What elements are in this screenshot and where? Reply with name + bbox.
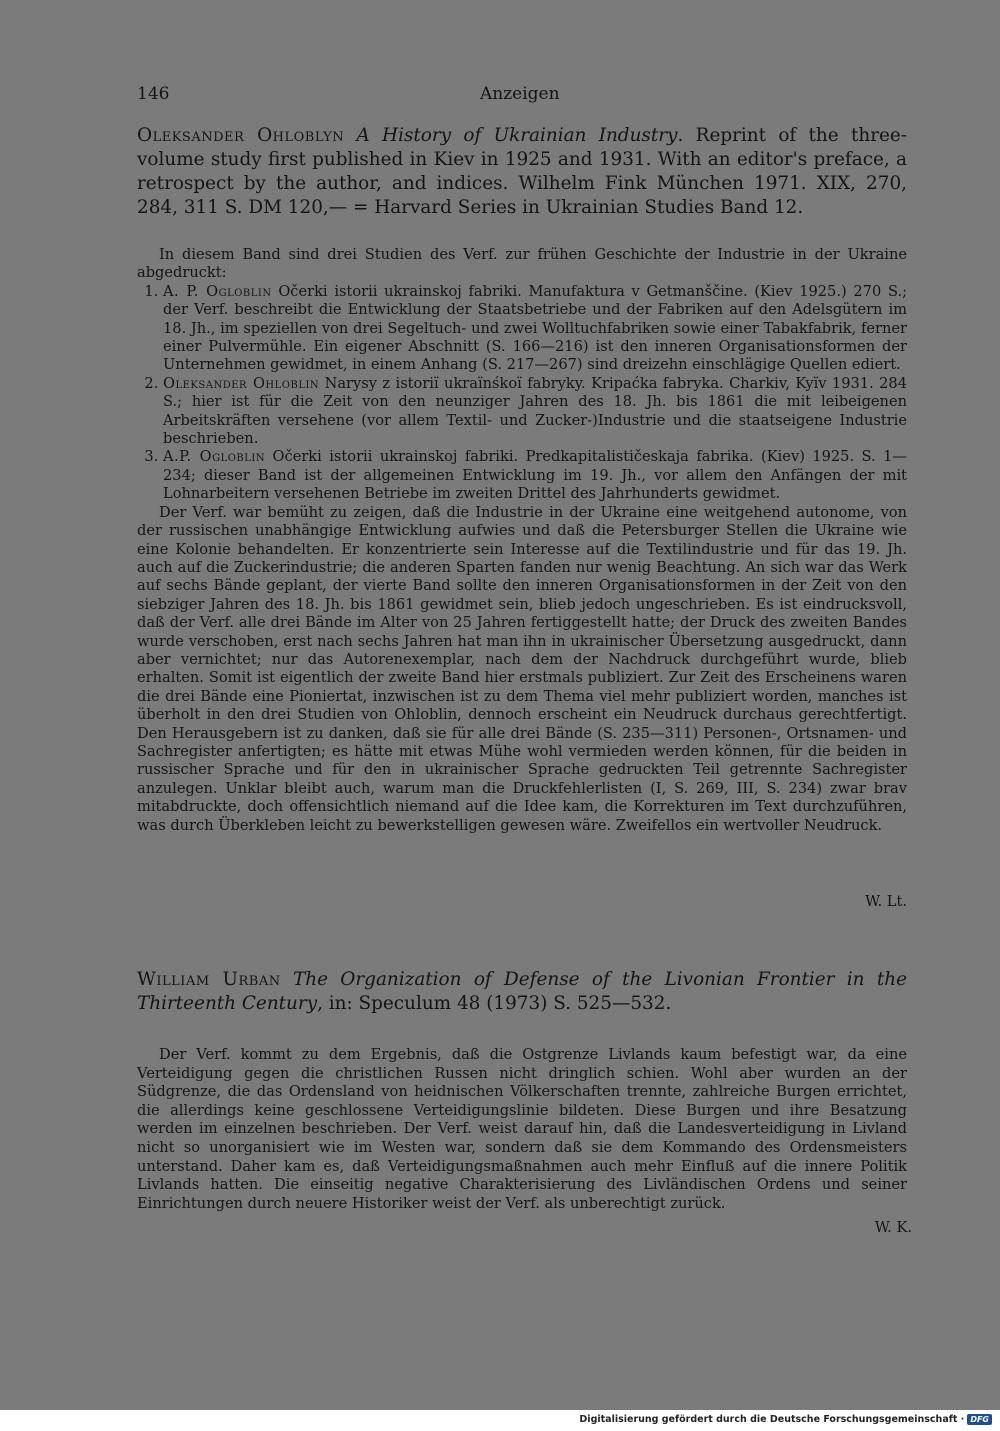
footer-text: Digitalisierung gefördert durch die Deutsche Forschungsgemeinschaft ·: [579, 1414, 965, 1425]
list-item: [163, 283, 907, 375]
review2-author: William Urban: [137, 969, 281, 990]
dfg-logo-icon: DFG: [967, 1414, 992, 1425]
list-item-text: Očerki istorii ukrainskoj fabriki. Predkapitalističeskaja fabrika. (Kiev) 1925. S. 1—234; dieser Band ist der allgemeinen Entwicklung im 19. Jh., vor allem den Anfängen der mit Lohnarbeitern versehenen Betriebe im zweiten Drittel des Jahrhunderts gewidmet.: [163, 448, 907, 503]
review1-citation: . Reprint of the three-volume study first published in Kiev in 1925 and 1931. With an editor's preface, a retrospect by the author, and indices. Wilhelm Fink München 1971. XIX, 270, 284, 311 S. DM 120,— = Harvard Series in Ukrainian Studies Band 12.: [137, 125, 907, 218]
review2-title: The Organization of Defense of the Livonian Frontier in the Thirteenth Century: [137, 969, 907, 1014]
review1-author: Oleksander Ohloblyn: [137, 125, 345, 146]
review1-intro: In diesem Band sind drei Studien des Verf. zur frühen Geschichte der Industrie in der Ukraine abgedruckt:: [137, 246, 907, 282]
list-item-author: Oleksander Ohloblin: [163, 374, 320, 392]
review1-title: A History of Ukrainian Industry: [356, 125, 678, 146]
list-item: [163, 448, 907, 503]
review1-body: [137, 246, 907, 835]
review2-citation: , in: Speculum 48 (1973) S. 525—532.: [317, 993, 672, 1014]
review2-paragraph: Der Verf. kommt zu dem Ergebnis, daß die Ostgrenze Livlands kaum befestigt war, da eine Verteidigung gegen die christlichen Russen nicht dringlich schien. Wohl aber wurden an der Südgrenze, die das Ordensland von heidnischen Völkerschaften trennte, zahlreiche Burgen errichtet, die allerdings keine geschlossene Verteidigungslinie bildeten. Diese Burgen und ihre Besatzung werden im einzelnen beschrieben. Der Verf. weist darauf hin, daß die Landesverteidigung in Livland nicht so unorganisiert wie im Westen war, sondern daß sie dem Kommando des Ordensmeisters unterstand. Daher kam es, daß Verteidigungsmaßnahmen auch mehr Einfluß auf die innere Politik Livlands hatten. Die einseitig negative Charakterisierung des Livländischen Ordens und seiner Einrichtungen durch neuere Historiker weist der Verf. als unberechtigt zurück.: [137, 1046, 907, 1212]
list-item-text: Narysy z istoriï ukraïnśkoï fabryky. Kripaćka fabryka. Charkiv, Kyïv 1931. 284 S.; hier ist für die Zeit von den neunziger Jahren des 18. Jh. bis 1861 die mit leibeigenen Arbeitskräften versehene (vor allem Textil- und Zucker-)Industrie und die staatseigene Industrie beschrieben.: [163, 374, 907, 448]
page-number: 146: [137, 84, 170, 104]
review1-reference: [137, 124, 907, 220]
footer-credit: [579, 1414, 992, 1425]
list-item: [163, 375, 907, 449]
review1-list: [137, 283, 907, 504]
review2-reference: [137, 968, 907, 1016]
review2-body: [137, 1046, 907, 1213]
review2-signature: W. K.: [874, 1219, 912, 1236]
review1-paragraph: Der Verf. war bemüht zu zeigen, daß die Industrie in der Ukraine eine weitgehend autonome, von der russischen unabhängige Entwicklung aufwies und daß die Petersburger Stellen die Ukraine wie eine Kolonie behandelten. Er konzentrierte sein Interesse auf die Textilindustrie und für das 19. Jh. auch auf die Zuckerindustrie; die anderen Sparten fanden nur wenig Beachtung. An sich war das Werk auf sechs Bände geplant, der vierte Band sollte den inneren Organisationsformen in der Zeit von den siebziger Jahren des 18. Jh. bis 1861 gewidmet sein, blieb jedoch ungeschrieben. Es ist eindrucksvoll, daß der Verf. alle drei Bände im Alter von 25 Jahren fertiggestellt hatte; der Druck des zweiten Bandes wurde verschoben, erst nach sechs Jahren hat man ihn in ukrainischer Übersetzung ausgedruckt, dann aber vernichtet; nur das Autorenexemplar, nach dem der Nachdruck durchgeführt wurde, blieb erhalten. Somit ist eigentlich der zweite Band hier erstmals publiziert. Zur Zeit des Erscheinens waren die drei Bände eine Pioniertat, inzwischen ist zu dem Thema viel mehr publiziert worden, manches ist überholt in den drei Studien von Ohloblin, dennoch erscheint ein Neudruck durchaus gerechtfertigt. Den Herausgebern ist zu danken, daß sie für alle drei Bände (S. 235—311) Personen-, Ortsnamen- und Sachregister anfertigten; es hätte mit etwas Mühe wohl vermieden werden können, für die beiden in russischer Sprache und für den in ukrainischer Sprache gedruckten Teil getrennte Sachregister anzulegen. Unklar bleibt auch, warum man die Druckfehlerlisten (I, S. 269, III, S. 234) zwar brav mitabdruckte, doch offensichtlich niemand auf die Idee kam, die Korrekturen im Text durchzuführen, was durch Überkleben leicht zu bewerkstelligen gewesen wäre. Zweifellos ein wertvoller Neudruck.: [137, 503, 907, 834]
list-item-author: A. P. Ogloblin: [163, 282, 272, 300]
review1-signature: W. Lt.: [865, 893, 907, 910]
list-item-author: A.P. Ogloblin: [163, 448, 266, 466]
list-item-text: Očerki istorii ukrainskoj fabriki. Manufaktura v Getmanščine. (Kiev 1925.) 270 S.; der Verf. beschreibt die Entwicklung der Staatsbetriebe und der Fabriken auf den Adelsgütern im 18. Jh., im speziellen von drei Segeltuch- und zwei Wolltuchfabriken sowie einer Tabakfabrik, ferner einer Pulvermühle. Ein eigener Abschnitt (S. 166—216) ist den inneren Organisationsformen der Unternehmen gewidmet, in einem Anhang (S. 217—267) sind dreizehn einschlägige Quellen ediert.: [163, 282, 908, 374]
running-head: Anzeigen: [480, 84, 560, 104]
